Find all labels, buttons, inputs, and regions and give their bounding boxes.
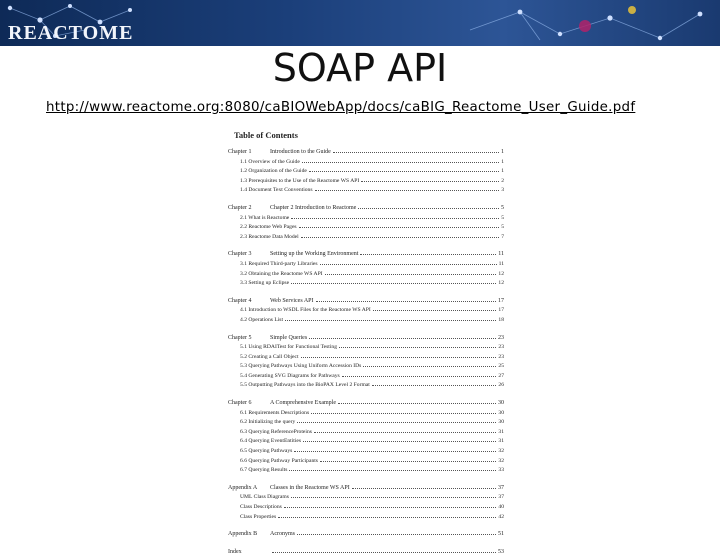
toc-item-row [228,372,504,382]
toc-leader [278,517,496,518]
toc-item-title: 6.4 Querying EventEntities [240,438,302,445]
toc-page-number: 31 [498,438,504,445]
toc-chapter-label [228,334,307,344]
toc-leader [358,208,499,209]
toc-item-row [228,437,504,447]
toc-spacer [228,476,504,481]
toc-leader [342,376,497,377]
toc-item-title: 5.1 Using RDAITest for Functional Testing [240,344,337,351]
toc-item-title: 4.2 Operations List [240,316,284,323]
toc-chapter-row [228,548,504,557]
toc-item-row [228,279,504,289]
toc-leader [289,470,496,471]
toc-chapter-label [228,297,314,307]
toc-item-title: 6.6 Querying Pathway Participants [240,457,318,464]
toc-item-title: 2.2 Reactome Web Pages [240,224,297,231]
toc-spacer [228,289,504,294]
toc-page-number: 33 [498,467,504,474]
toc-page-number: 42 [498,513,504,520]
toc-page-number: 32 [498,457,504,464]
toc-page-number: 7 [501,233,504,240]
toc-chapter-number: Chapter 6 [228,400,252,407]
toc-item-row [228,167,504,177]
toc-leader [333,152,499,153]
toc-page-number: 17 [498,297,504,304]
slide-title: SOAP API [272,46,448,90]
toc-item-row [228,447,504,457]
toc-item-row [228,233,504,243]
toc-item-row [228,158,504,168]
toc-item-row [228,428,504,438]
toc-spacer [228,242,504,247]
toc-page-number: 51 [498,531,504,538]
toc-item-row [228,214,504,224]
toc-chapter-row [228,148,504,158]
toc-section [228,148,504,201]
toc-leader [311,413,496,414]
toc-chapter-row [228,530,504,540]
toc-item-title: 3.2 Obtaining the Reactome WS API [240,270,323,277]
toc-chapter-label [228,399,336,409]
reactome-logo[interactable]: REACTOME [8,22,134,44]
toc-page-number: 37 [498,494,504,501]
toc-item-row [228,362,504,372]
toc-spacer [228,540,504,545]
toc-item-title: 5.2 Creating a Call Object [240,353,299,360]
toc-page-number: 27 [498,372,504,379]
toc-chapter-label [228,548,270,557]
toc-item-title: 1.4 Document Text Conventions [240,187,313,194]
toc-document-image [228,128,504,555]
toc-chapter-title: Introduction to the Guide [270,149,331,155]
toc-leader [325,274,497,275]
toc-page-number: 32 [498,448,504,455]
toc-item-title: 5.3 Querying Pathways Using Uniform Accession IDs [240,363,362,370]
toc-section [228,204,504,247]
toc-item-title: 6.1 Requirements Descriptions [240,409,310,416]
toc-page-number: 5 [501,224,504,231]
toc-chapter-number: Chapter 3 [228,251,252,258]
toc-section [228,297,504,331]
toc-chapter-number: Index [228,548,242,555]
toc-chapter-row [228,250,504,260]
toc-page-number: 11 [498,260,504,267]
toc-item-title: 6.5 Querying Pathways [240,448,293,455]
toc-item-title: 3.3 Setting up Eclipse [240,280,290,287]
toc-leader [299,227,500,228]
toc-leader [303,441,496,442]
toc-page-number: 31 [498,428,504,435]
toc-page-number: 26 [498,382,504,389]
toc-leader [291,283,496,284]
toc-leader [297,422,496,423]
toc-page-number: 37 [498,484,504,491]
toc-list [228,148,504,557]
toc-leader [301,237,499,238]
toc-chapter-row [228,297,504,307]
toc-page-number: 12 [498,270,504,277]
toc-leader [360,254,496,255]
toc-page-number: 53 [498,548,504,555]
toc-item-title: 3.1 Required Third-party Libraries [240,260,318,267]
toc-chapter-title: Chapter 2 Introduction to Reactome [270,204,357,211]
toc-item-row [228,306,504,316]
toc-chapter-label [228,204,356,214]
toc-page-number: 23 [498,344,504,351]
toc-section [228,530,504,545]
toc-item-title: 2.1 What is Reactome [240,214,290,221]
toc-item-row [228,493,504,503]
toc-item-row [228,353,504,363]
toc-spacer [228,196,504,201]
toc-chapter-number: Appendix A [228,484,258,491]
toc-item-row [228,223,504,233]
toc-page-number: 18 [498,316,504,323]
toc-item-row [228,418,504,428]
toc-leader [315,190,500,191]
toc-page-number: 12 [498,280,504,287]
toc-leader [320,461,496,462]
toc-leader [361,181,499,182]
toc-section [228,399,504,481]
toc-page-number: 40 [498,504,504,510]
toc-section [228,250,504,293]
toc-chapter-title: Web Services API [270,297,314,304]
toc-leader [285,320,496,321]
toc-page-number: 1 [501,168,504,175]
toc-section [228,484,504,527]
toc-page-number: 1 [501,149,504,155]
toc-chapter-title: Simple Queries [270,334,308,341]
toc-leader [316,301,496,302]
toc-item-title: 6.7 Querying Results [240,467,288,474]
toc-spacer [228,522,504,527]
toc-item-row [228,513,504,523]
toc-chapter-label [228,148,331,158]
toc-page-number: 23 [498,334,504,341]
toc-page-number: 1 [501,158,504,165]
toc-item-title: 1.1 Overview of the Guide [240,158,300,165]
toc-chapter-row [228,334,504,344]
toc-leader [291,497,497,498]
toc-chapter-row [228,204,504,214]
toc-item-row [228,316,504,326]
toc-page-number: 5 [501,204,504,211]
toc-page-number: 23 [498,353,504,360]
toc-section [228,334,504,397]
user-guide-link[interactable]: http://www.reactome.org:8080/caBIOWebApp/docs/caBIG_Reactome_User_Guide.pdf [46,100,636,115]
toc-page-number: 11 [498,251,504,258]
toc-leader [352,488,496,489]
toc-chapter-title: A Comprehensive Example [270,400,336,407]
toc-page-number: 25 [498,363,504,370]
toc-page-number: 17 [498,307,504,314]
toc-item-title: 2.3 Reactome Data Model [240,233,299,240]
toc-chapter-number: Appendix B [228,531,258,538]
toc-page-number: 30 [498,409,504,416]
toc-item-title: UML Class Diagrams [240,494,289,501]
toc-page-number: 30 [498,400,504,407]
toc-leader [284,507,497,508]
toc-leader [339,347,496,348]
toc-leader [302,162,499,163]
toc-item-row [228,186,504,196]
toc-spacer [228,391,504,396]
toc-chapter-title: Setting up the Working Environment [270,251,359,258]
toc-leader [272,552,496,553]
toc-section [228,548,504,557]
toc-chapter-title: Acronyms [270,531,295,538]
toc-chapter-number: Chapter 4 [228,297,252,304]
toc-item-row [228,177,504,187]
toc-item-title: 1.3 Prerequisites to the Use of the Reactome WS API [240,177,360,184]
toc-chapter-row [228,484,504,494]
toc-chapter-label [228,250,358,260]
toc-chapter-label [228,484,350,494]
toc-leader [314,432,496,433]
toc-item-title: Class Descriptions [240,504,282,510]
toc-chapter-title: Classes in the Reactome WS API [270,484,350,491]
toc-item-row [228,260,504,270]
toc-item-title: 5.4 Generating SVG Diagrams for Pathways [240,372,340,379]
reactome-banner [0,0,720,46]
toc-item-row [228,381,504,391]
toc-leader [294,451,496,452]
toc-leader [363,366,496,367]
toc-spacer [228,326,504,331]
toc-item-row [228,457,504,467]
toc-leader [301,357,497,358]
toc-leader [372,385,497,386]
toc-page-number: 5 [501,214,504,221]
toc-chapter-number: Chapter 2 [228,204,252,211]
toc-item-title: 5.5 Outputting Pathways into the BioPAX Level 2 Format [240,382,370,389]
toc-item-row [228,409,504,419]
toc-page-number: 30 [498,419,504,426]
toc-chapter-number: Chapter 5 [228,334,252,341]
toc-leader [309,338,496,339]
toc-leader [291,218,499,219]
toc-item-row [228,343,504,353]
toc-item-title: 6.2 Initializing the query [240,419,296,426]
toc-item-title: 1.2 Organization of the Guide [240,168,307,175]
toc-page-number: 2 [501,177,504,184]
toc-leader [338,403,496,404]
toc-chapter-number: Chapter 1 [228,149,252,155]
toc-leader [309,171,499,172]
toc-leader [320,264,497,265]
toc-item-title: 4.1 Introduction to WSDL Files for the Reactome WS API [240,307,371,314]
toc-leader [297,534,496,535]
toc-item-row [228,503,504,513]
toc-item-row [228,270,504,280]
toc-chapter-label [228,530,295,540]
toc-chapter-row [228,399,504,409]
toc-heading: Table of Contents [234,130,298,140]
toc-item-title: Class Properties [240,513,277,520]
toc-item-title: 6.3 Querying ReferenceProteins [240,428,312,435]
toc-item-row [228,466,504,476]
toc-page-number: 3 [501,187,504,194]
toc-leader [373,310,497,311]
